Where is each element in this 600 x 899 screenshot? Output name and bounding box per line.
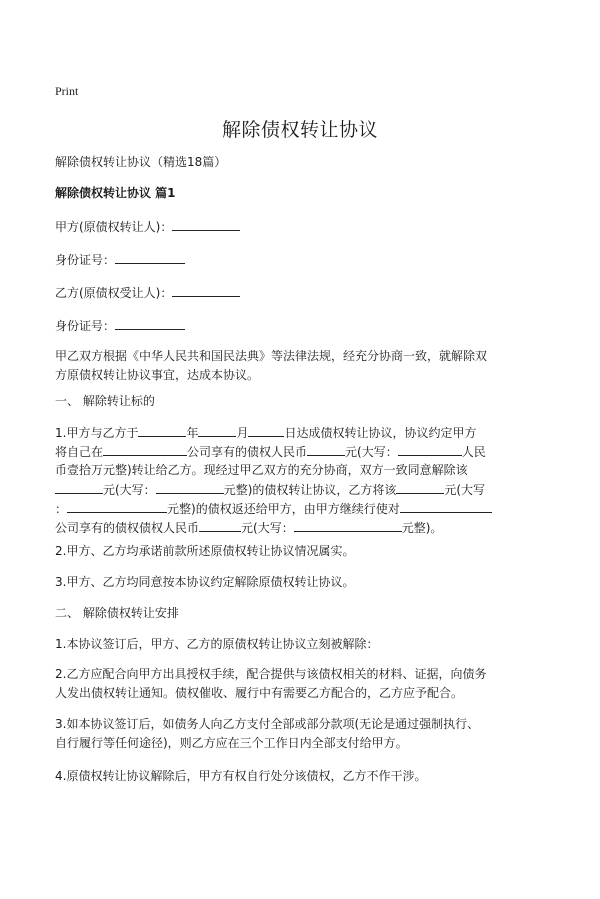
amount-blank (307, 442, 345, 456)
clause-text: 将自己在 (55, 445, 104, 459)
party-a-id-blank (115, 250, 185, 264)
clause-text: 1.甲方与乙方于 (55, 426, 139, 440)
party-a-id-label: 身份证号： (55, 253, 116, 267)
party-a-label: 甲方(原债权转让人)： (55, 220, 173, 234)
arrangement-line: 3.如本协议签订后，如债务人向乙方支付全部或部分款项(无论是通过强制执行、 (55, 717, 480, 731)
clause-text: 人民 (461, 445, 486, 459)
amount-words-blank (398, 442, 462, 456)
page-title: 解除债权转让协议 (221, 119, 378, 141)
clause-1-line (55, 442, 555, 461)
clause-text: 月 (236, 426, 249, 440)
party-b-blank (172, 283, 240, 297)
clause-1-line (55, 518, 555, 537)
arrangement-2 (55, 665, 555, 703)
arrangement-1: 1.本协议签订后，甲方、乙方的原债权转让协议立刻被解除： (55, 637, 379, 651)
clause-text: 元(大写： (241, 521, 294, 535)
intro-line: 甲乙双方根据《中华人民共和国民法典》等法律法规，经充分协商一致，就解除双 (55, 349, 488, 363)
heading-arrangement: 二、 解除债权转让安排 (55, 606, 179, 620)
clause-3: 3.甲方、乙方均同意按本协议约定解除原债权转让协议。 (55, 575, 355, 589)
clause-text: 公司享有的债权人民币 (187, 445, 308, 459)
party-b-id-blank (115, 316, 185, 330)
day-blank (248, 423, 284, 437)
clause-2: 2.甲方、乙方均承诺前款所述原债权转让协议情况属实。 (55, 544, 355, 558)
clause-text: 日达成债权转让协议，协议约定甲方 (284, 426, 477, 440)
clause-1-line (55, 480, 555, 499)
clause-text: 元(大写 (444, 483, 486, 497)
section-heading: 解除债权转让协议 篇1 (55, 186, 176, 200)
party-b-label: 乙方(原债权受让人)： (55, 286, 173, 300)
amount-words-blank (156, 480, 224, 494)
clause-1 (55, 423, 555, 537)
intro-paragraph (55, 347, 555, 385)
clause-text: 公司享有的债权债权人民币 (55, 521, 200, 535)
clause-text: ： (55, 502, 68, 516)
clause-text: 元(大写： (103, 483, 156, 497)
amount-words-blank (294, 518, 402, 532)
party-b-id-field (55, 316, 185, 336)
intro-line: 方原债权转让协议事宜，达成本协议。 (55, 368, 260, 382)
clause-text: 元整)的债权转让协议，乙方将该 (223, 483, 397, 497)
arrangement-4: 4.原债权转让协议解除后，甲方有权自行处分该债权，乙方不作干涉。 (55, 769, 427, 783)
doc-subtitle: 解除债权转让协议（精选18篇） (55, 155, 227, 169)
party-a-id-field (55, 250, 185, 270)
party-a-field (55, 217, 240, 237)
clause-text: 年 (186, 426, 199, 440)
party-b-id-label: 身份证号： (55, 319, 116, 333)
clause-text: 元(大写： (345, 445, 398, 459)
amount-blank (396, 480, 444, 494)
arrangement-line: 2.乙方应配合向甲方出具授权手续，配合提供与该债权相关的材料、证据，向债务 (55, 667, 487, 681)
month-blank (198, 423, 236, 437)
clause-1-line (55, 499, 555, 518)
print-link[interactable]: Print (55, 84, 79, 98)
clause-text: 元整)。 (401, 521, 443, 535)
company-blank (400, 499, 492, 513)
heading-release-subject: 一、 解除转让标的 (55, 394, 155, 408)
clause-1-line (55, 423, 555, 442)
arrangement-3 (55, 715, 555, 753)
amount-words-blank (67, 499, 167, 513)
amount-blank (199, 518, 241, 532)
party-a-blank (172, 217, 240, 231)
year-blank (138, 423, 186, 437)
arrangement-line: 人发出债权转让通知。债权催收、履行中有需要乙方配合的，乙方应予配合。 (55, 686, 464, 700)
clause-text: 元整)的债权返还给甲方，由甲方继续行使对 (167, 502, 400, 516)
party-b-field (55, 283, 240, 303)
amount-blank (55, 480, 103, 494)
company-blank (103, 442, 187, 456)
arrangement-line: 自行履行等任何途径)，则乙方应在三个工作日内全部支付给甲方。 (55, 736, 408, 750)
clause-1-line: 币壹拾万元整)转让给乙方。现经过甲乙双方的充分协商，双方一致同意解除该 (55, 463, 468, 477)
